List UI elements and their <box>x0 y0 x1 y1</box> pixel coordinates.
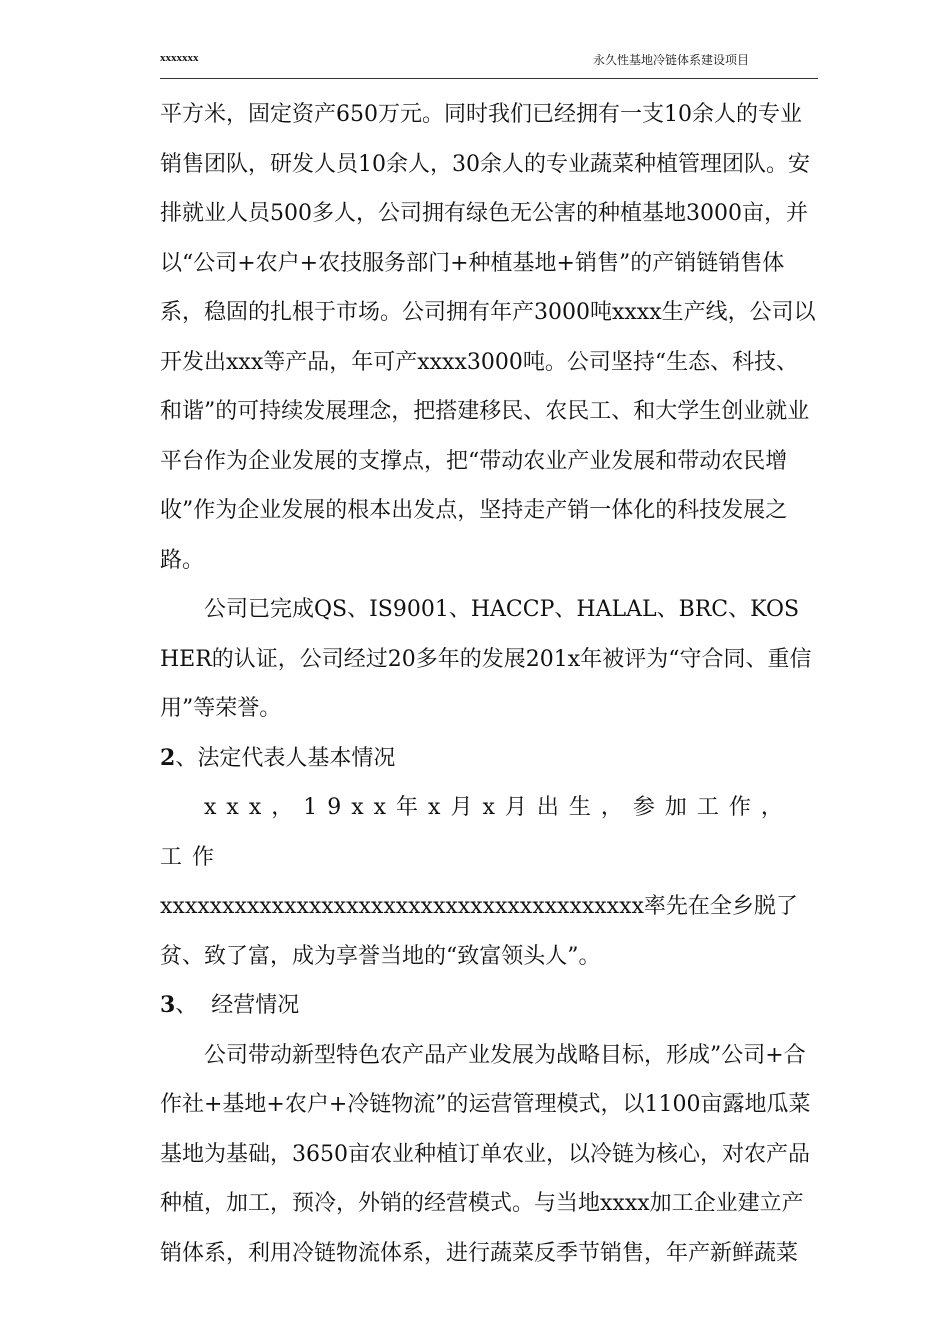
paragraph-representative-rest: xxxxxxxxxxxxxxxxxxxxxxxxxxxxxxxxxxxxxxx率先在全乡脱了贫、致了富，成为享誉当地的“致富领头人”。 <box>160 894 798 969</box>
section-number: 2 <box>160 744 176 771</box>
header-left-text: xxxxxxx <box>160 52 199 64</box>
header-title: 永久性基地冷链体系建设项目 <box>593 53 750 67</box>
paragraph-company-profile: 平方米，固定资产650万元。同时我们已经拥有一支10余人的专业销售团队，研发人员10余人，30余人的专业蔬菜种植管理团队。安排就业人员500多人，公司拥有绿色无公害的种植基地3000亩，并以“公司+农户+农技服务部门+种植基地+销售”的产销链销售体系，稳固的扎根于市场。公司拥有年产3000吨xxxx生产线，公司以开发出xxx等产品，年可产xxxx3000吨。公司坚持“生态、科技、和谐”的可持续发展理念，把搭建移民、农民工、和大学生创业就业平台作为企业发展的支撑点，把“带动农业产业发展和带动农民增收”作为企业发展的根本出发点，坚持走产销一体化的科技发展之路。 <box>160 102 816 573</box>
section-number: 3 <box>160 992 176 1018</box>
section-heading-operations <box>160 981 818 1031</box>
section-title: 、 经营情况 <box>175 993 300 1018</box>
document-body <box>160 90 818 1278</box>
section-heading-legal-representative <box>160 734 818 784</box>
paragraph-representative-line1: xxx，19xx年x月x月出生，参加工作，工作 <box>160 795 793 870</box>
paragraph-certifications: 公司已完成QS、IS9001、HACCP、HALAL、BRC、KOSHER的认证，公司经过20多年的发展201x年被评为“守合同、重信用”等荣誉。 <box>160 597 812 721</box>
section-title: 、法定代表人基本情况 <box>175 745 396 771</box>
page-header <box>160 46 818 79</box>
paragraph-operations: 公司带动新型特色农产品产业发展为战略目标，形成”公司+合作社+基地+农户+冷链物流”的运营管理模式，以1100亩露地瓜菜基地为基础，3650亩农业种植订单农业，以冷链为核心，对农产品种植，加工，预冷，外销的经营模式。与当地xxxx加工企业建立产销体系，利用冷链物流体系，进行蔬菜反季节销售，年产新鲜蔬菜 <box>160 1042 811 1266</box>
